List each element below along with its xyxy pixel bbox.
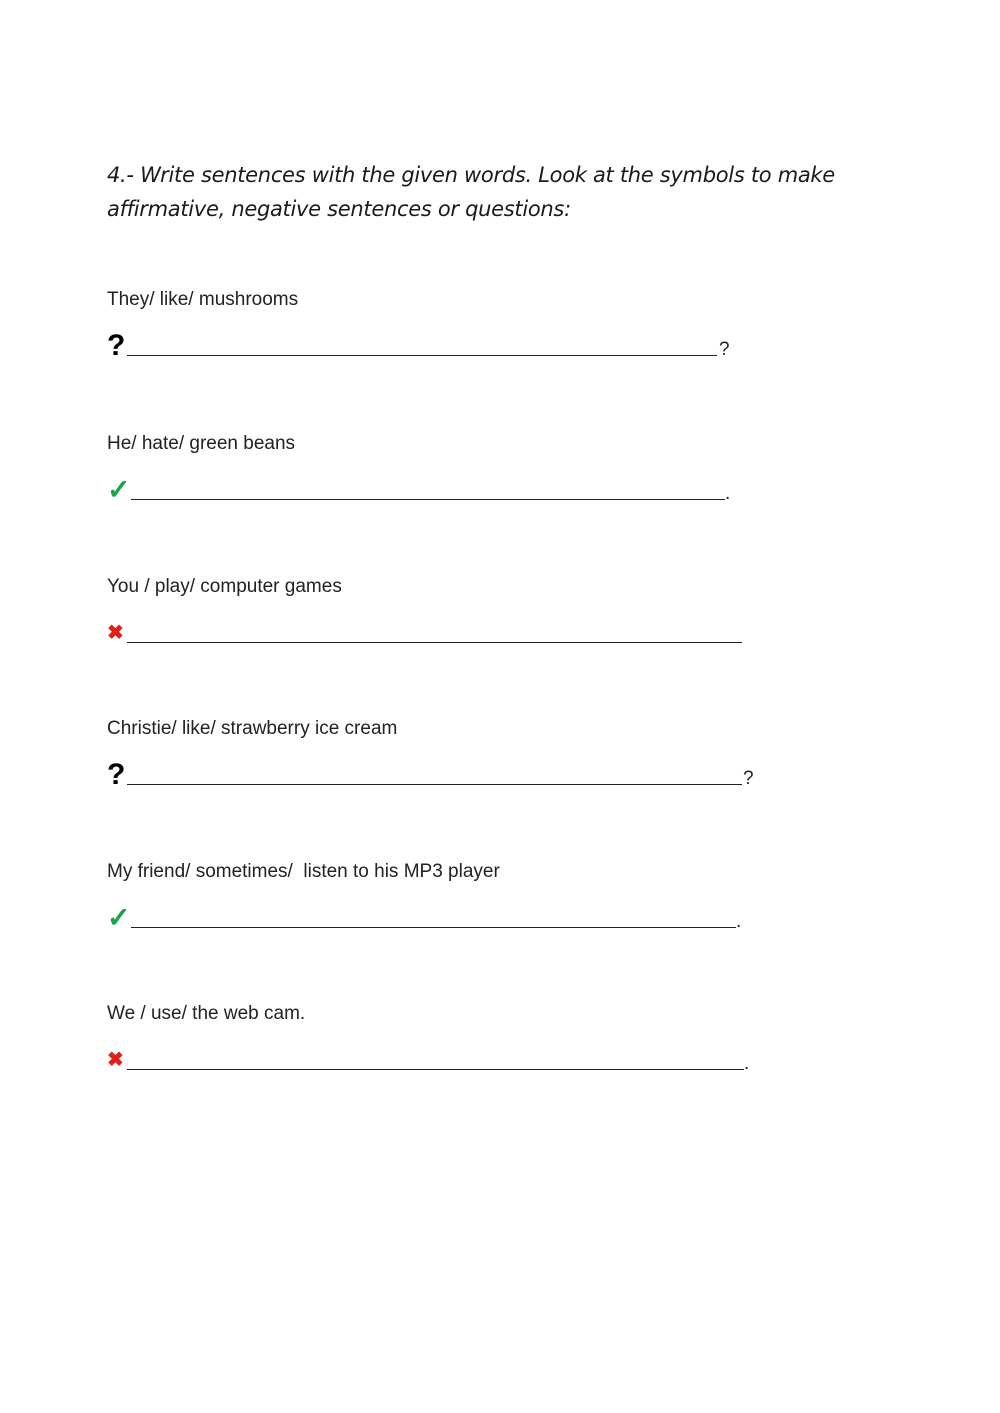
end-punctuation: ?: [743, 768, 754, 789]
end-punctuation: ?: [719, 339, 730, 360]
item-prompt: Christie/ like/ strawberry ice cream: [107, 718, 398, 739]
answer-row: [107, 900, 807, 936]
answer-row: [107, 472, 807, 508]
answer-row: [107, 615, 807, 651]
answer-blank[interactable]: [131, 499, 725, 500]
exercise-item-1: [107, 288, 807, 398]
item-prompt: He/ hate/ green beans: [107, 433, 296, 454]
item-prompt: You / play/ computer games: [107, 576, 342, 597]
item-prompt: They/ like/ mushrooms: [107, 289, 299, 310]
item-prompt: My friend/ sometimes/ listen to his MP3 player: [107, 861, 500, 882]
check-icon: ✓: [107, 902, 131, 933]
end-punctuation: .: [744, 1053, 750, 1074]
end-punctuation: .: [736, 911, 742, 932]
check-icon: ✓: [107, 474, 131, 505]
answer-blank[interactable]: [127, 1069, 744, 1070]
end-punctuation: .: [725, 483, 731, 504]
exercise-item-2: [107, 432, 807, 542]
exercise-instructions: 4.- Write sentences with the given words. Look at the symbols to make affirmative, negative sentences or questions:: [107, 163, 835, 221]
exercise-item-5: [107, 860, 807, 970]
cross-icon: ✖: [107, 622, 124, 644]
answer-row: [107, 1042, 807, 1078]
question-icon: ?: [107, 329, 126, 362]
answer-blank[interactable]: [127, 642, 742, 643]
answer-row: [107, 757, 807, 793]
answer-blank[interactable]: [127, 784, 742, 785]
cross-icon: ✖: [107, 1049, 124, 1071]
exercise-item-4: [107, 717, 807, 827]
question-icon: ?: [107, 758, 126, 791]
exercise-item-3: [107, 575, 807, 685]
item-prompt: We / use/ the web cam.: [107, 1003, 306, 1024]
answer-blank[interactable]: [131, 927, 736, 928]
answer-blank[interactable]: [127, 355, 717, 356]
answer-row: [107, 328, 807, 364]
exercise-item-6: [107, 1002, 807, 1112]
